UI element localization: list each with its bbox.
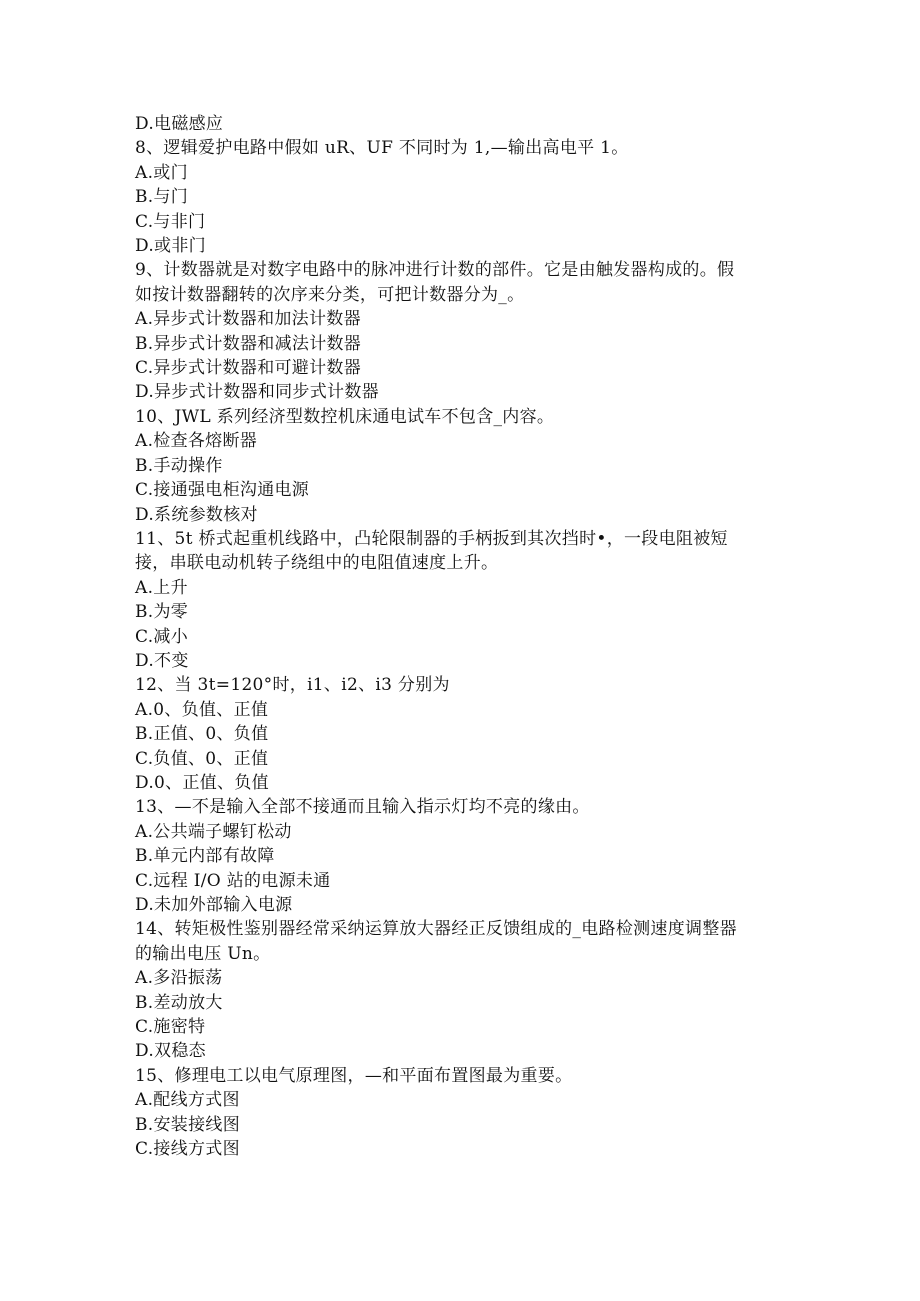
- option-line: D.电磁感应: [135, 114, 224, 134]
- option-line: B.手动操作: [135, 455, 223, 476]
- question-stem: 15、修理电工以电气原理图，—和平面布置图最为重要。: [135, 1065, 573, 1086]
- option-line: B.与门: [135, 187, 189, 208]
- option-line: A.检查各熔断器: [135, 431, 258, 452]
- option-line: C.异步式计数器和可避计数器: [135, 358, 362, 379]
- question-stem: 14、转矩极性鉴别器经常采纳运算放大器经正反馈组成的_电路检测速度调整器: [135, 919, 737, 940]
- question-stem-continued: 如按计数器翻转的次序来分类，可把计数器分为_。: [135, 284, 525, 305]
- option-line: A.配线方式图: [135, 1090, 240, 1111]
- option-line: B.正值、0、负值: [135, 724, 269, 745]
- question-stem-continued: 接，串联电动机转子绕组中的电阻值速度上升。: [135, 553, 499, 574]
- option-line: B.为零: [135, 602, 189, 623]
- option-line: B.安装接线图: [135, 1114, 240, 1135]
- option-line: C.施密特: [135, 1017, 206, 1038]
- option-line: D.系统参数核对: [135, 504, 258, 525]
- option-line: C.负值、0、正值: [135, 748, 269, 769]
- question-stem: 13、—不是输入全部不接通而且输入指示灯均不亮的缘由。: [135, 797, 590, 818]
- option-line: C.接线方式图: [135, 1139, 240, 1160]
- question-stem-continued: 的输出电压 Un。: [135, 943, 271, 964]
- option-line: D.双稳态: [135, 1041, 206, 1062]
- question-stem: 9、计数器就是对数字电路中的脉冲进行计数的部件。它是由触发器构成的。假: [135, 260, 735, 281]
- option-line: A.或门: [135, 162, 188, 183]
- option-line: D.异步式计数器和同步式计数器: [135, 382, 379, 403]
- option-line: A.异步式计数器和加法计数器: [135, 309, 361, 330]
- question-stem: 10、JWL 系列经济型数控机床通电试车不包含_内容。: [135, 406, 555, 427]
- option-line: C.减小: [135, 626, 189, 647]
- question-stem: 12、当 3t=120°时，i1、i2、i3 分别为: [135, 675, 450, 696]
- option-line: B.差动放大: [135, 992, 223, 1013]
- option-line: C.接通强电柜沟通电源: [135, 480, 310, 501]
- question-stem: 11、5t 桥式起重机线路中，凸轮限制器的手柄扳到其次挡时•，一段电阻被短: [135, 528, 728, 549]
- option-line: C.远程 I/O 站的电源未通: [135, 870, 331, 891]
- option-line: A.0、负值、正值: [135, 699, 269, 720]
- option-line: B.异步式计数器和减法计数器: [135, 333, 362, 354]
- question-list: [135, 112, 785, 1161]
- option-line: D.未加外部输入电源: [135, 895, 293, 915]
- question-stem: 8、逻辑爱护电路中假如 uR、UF 不同时为 1,—输出高电平 1。: [135, 138, 629, 159]
- option-line: D.不变: [135, 650, 189, 671]
- option-line: D.或非门: [135, 236, 206, 257]
- option-line: A.上升: [135, 577, 188, 598]
- option-line: B.单元内部有故障: [135, 846, 275, 867]
- option-line: C.与非门: [135, 211, 206, 232]
- option-line: A.公共端子螺钉松动: [135, 821, 292, 842]
- option-line: A.多沿振荡: [135, 968, 223, 989]
- option-line: D.0、正值、负值: [135, 772, 269, 793]
